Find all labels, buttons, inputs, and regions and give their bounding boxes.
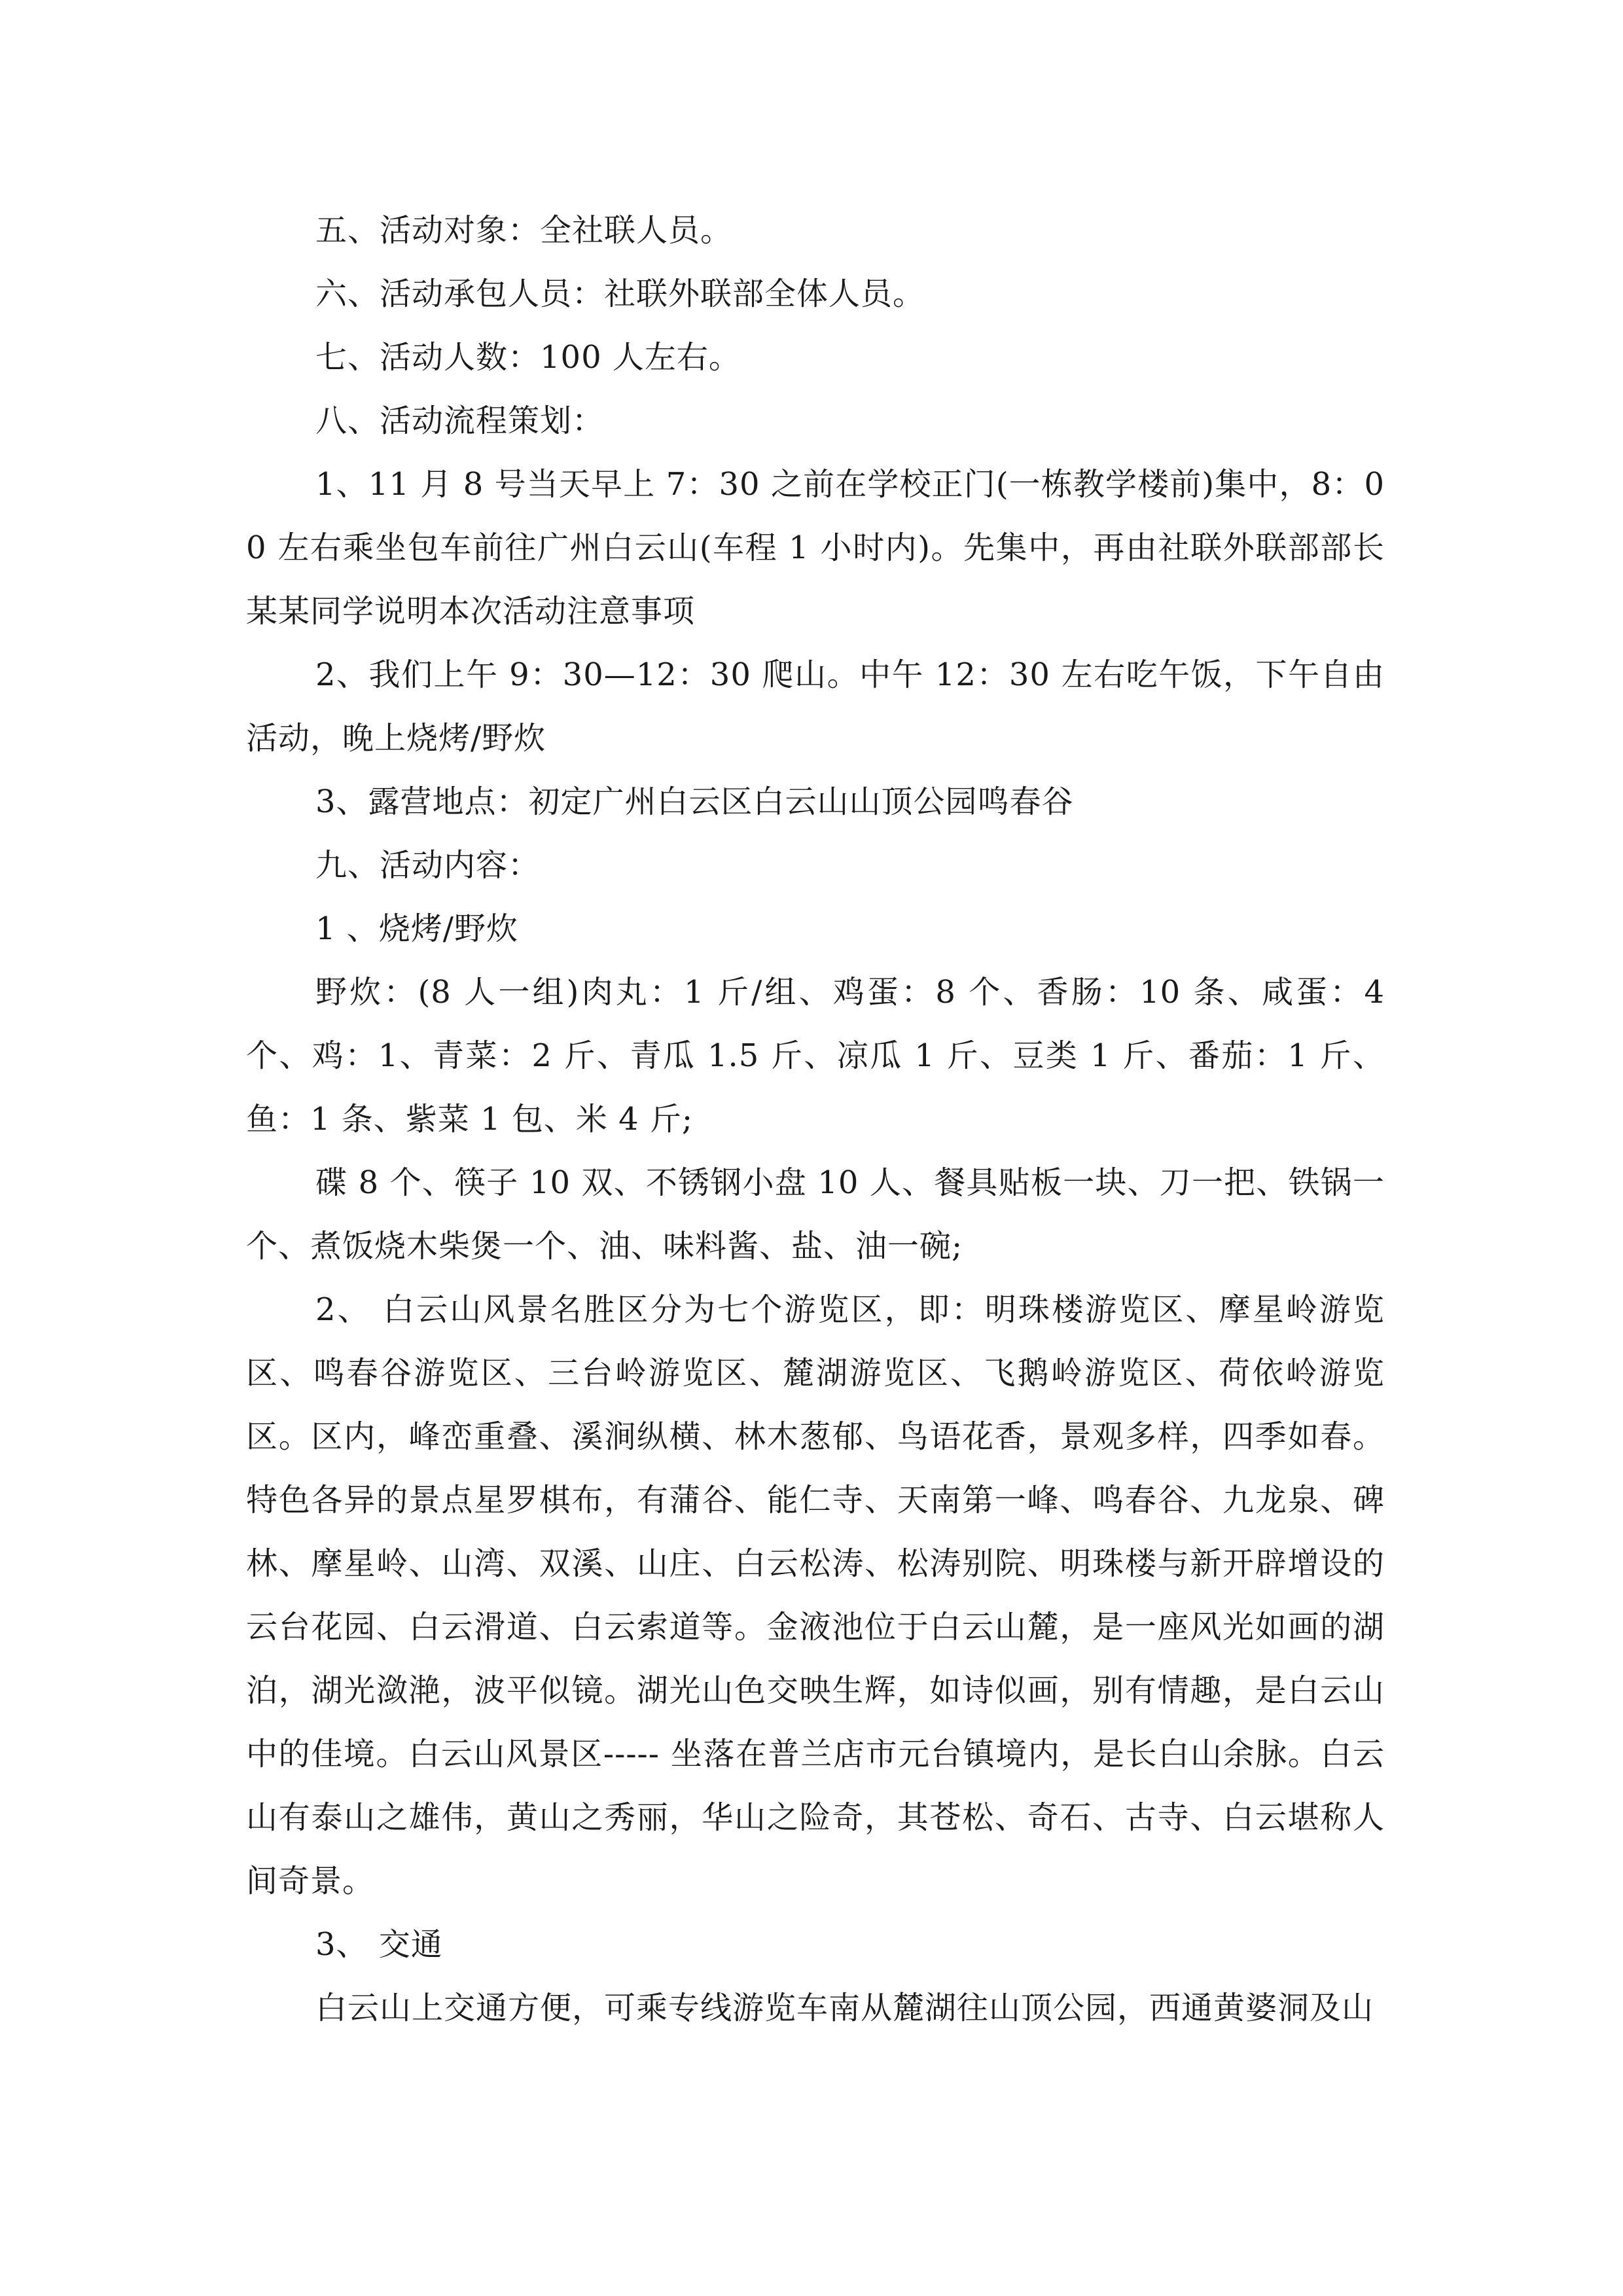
paragraph-content-heading: 九、活动内容： [315,847,541,884]
document-body [246,199,1385,2040]
paragraph-organizers: 六、活动承包人员：社联外联部全体人员。 [315,276,925,312]
paragraph-food-list: 野炊：(8 人一组)肉丸：1 斤/组、鸡蛋：8 个、香肠：10 条、咸蛋：4 个、鸡：1、青菜：2 斤、青瓜 1.5 斤、凉瓜 1 斤、豆类 1 斤、番茄：1 斤、鱼：1 条、紫菜 1 包、米 4 斤; [246,974,1385,1138]
paragraph-scenic-description: 2、 白云山风景名胜区分为七个游览区，即：明珠楼游览区、摩星岭游览区、鸣春谷游览区、三台岭游览区、麓湖游览区、飞鹅岭游览区、荷依岭游览区。区内，峰峦重叠、溪涧纵横、林木葱郁、鸟语花香，景观多样，四季如春。特色各异的景点星罗棋布，有蒲谷、能仁寺、天南第一峰、鸣春谷、九龙泉、碑林、摩星岭、山湾、双溪、山庄、白云松涛、松涛别院、明珠楼与新开辟增设的云台花园、白云滑道、白云索道等。金液池位于白云山麓，是一座风光如画的湖泊，湖光潋滟，波平似镜。湖光山色交映生辉，如诗似画，别有情趣，是白云山中的佳境。白云山风景区----- 坐落在普兰店市元台镇境内，是长白山余脉。白云山有泰山之雄伟，黄山之秀丽，华山之险奇，其苍松、奇石、古寺、白云堪称人间奇景。 [246,1291,1385,1899]
paragraph-bbq-heading: 1 、烧烤/野炊 [315,910,518,947]
paragraph-participant-count: 七、活动人数：100 人左右。 [315,339,741,376]
paragraph-process-step-3: 3、露营地点：初定广州白云区白云山山顶公园鸣春谷 [315,783,1074,820]
paragraph-process-step-1: 1、11 月 8 号当天早上 7：30 之前在学校正门(一栋教学楼前)集中，8：00 左右乘坐包车前往广州白云山(车程 1 小时内)。先集中，再由社联外联部部长某某同学说明本次活动注意事项 [246,466,1385,630]
paragraph-transport-heading: 3、 交通 [315,1926,443,1963]
paragraph-process-heading: 八、活动流程策划： [315,403,605,439]
paragraph-target-audience: 五、活动对象：全社联人员。 [315,212,733,249]
paragraph-utensil-list: 碟 8 个、筷子 10 双、不锈钢小盘 10 人、餐具贴板一块、刀一把、铁锅一个、煮饭烧木柴煲一个、油、味料酱、盐、油一碗; [246,1164,1385,1265]
paragraph-transport-text: 白云山上交通方便，可乘专线游览车南从麓湖往山顶公园，西通黄婆洞及山 [315,1990,1374,2026]
paragraph-process-step-2: 2、我们上午 9：30—12：30 爬山。中午 12：30 左右吃午饭，下午自由活动，晚上烧烤/野炊 [246,656,1385,757]
